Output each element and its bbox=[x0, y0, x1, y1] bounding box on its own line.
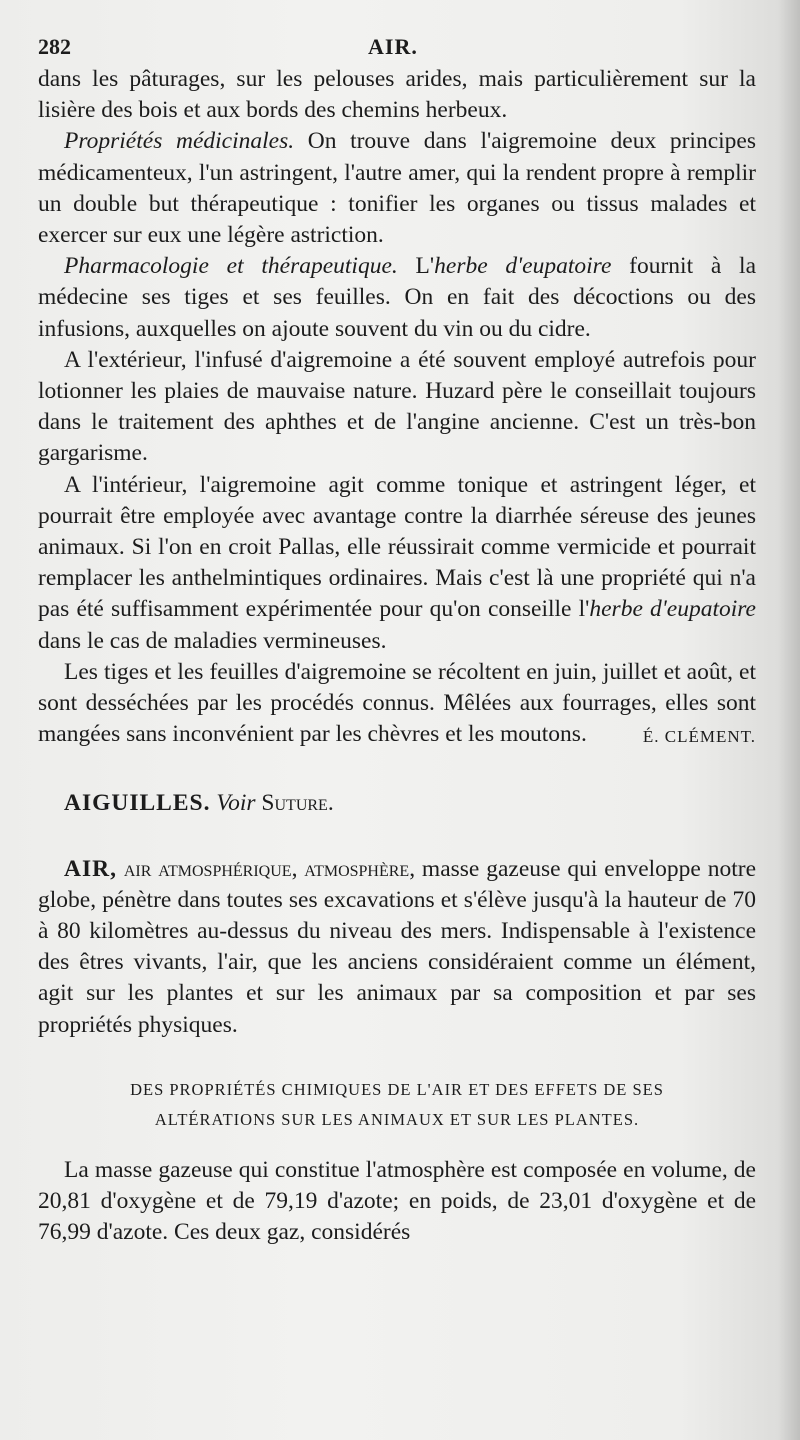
entry-air bbox=[38, 854, 756, 1041]
pharmacology-text-2: fournit à la médecine ses tiges et ses feuilles. On en fait des décoctions ou des infusions, auxquelles on ajoute souvent du vin ou du cidre. bbox=[38, 253, 757, 342]
author-signature: É. CLÉMENT. bbox=[642, 727, 756, 747]
section-title bbox=[38, 1075, 756, 1135]
entry-aiguilles bbox=[38, 788, 756, 819]
medicinal-text: On trouve dans l'aigremoine deux principes médicamenteux, l'un astringent, l'autre amer, qui la rendent propre à remplir un double but thérapeutique : tonifier les organes ou tissus malades et exercer sur eux une légère astriction. bbox=[38, 128, 756, 249]
voir-label: Voir bbox=[216, 790, 256, 817]
internal-use-text-1: A l'intérieur, l'aigremoine agit comme tonique et astringent léger, et pourrait être employée avec avantage contre la diarrhée séreuse des jeunes animaux. Si l'on en croit Pallas, elle réussirait comme vermicide et pourrait remplacer les anthelmintiques ordinaires. Mais c'est là une propriété qui n'a pas été suffisamment expérimentée pour qu'on conseille l' bbox=[38, 471, 756, 623]
page-header bbox=[38, 0, 756, 64]
air-synonyms: air atmosphérique, atmosphère, bbox=[116, 855, 416, 882]
paragraph-pharmacology bbox=[38, 251, 756, 345]
paragraph-medicinal-properties bbox=[38, 126, 756, 251]
paragraph-external-use: A l'extérieur, l'infusé d'aigremoine a été souvent employé autrefois pour lotionner les plaies de mauvaise nature. Huzard père le conseillait toujours dans le traitement des aphthes et de l'angine ancienne. C'est un très-bon gargarisme. bbox=[38, 346, 756, 467]
headword-aiguilles: AIGUILLES. bbox=[64, 790, 211, 817]
section-label-medicinal: Propriétés médicinales. bbox=[64, 128, 295, 155]
internal-use-text-2: dans le cas de maladies vermineuses. bbox=[38, 627, 387, 654]
section-title-line-1: DES PROPRIÉTÉS CHIMIQUES DE L'AIR ET DES EFFETS DE SES bbox=[130, 1079, 664, 1099]
running-head: AIR. bbox=[368, 34, 418, 59]
term-herbe-eupatoire-2: herbe d'eupatoire bbox=[589, 596, 756, 623]
headword-air: AIR, bbox=[64, 855, 117, 882]
cross-reference-suture: Suture. bbox=[261, 790, 334, 817]
harvest-text: Les tiges et les feuilles d'aigremoine se récoltent en juin, juillet et août, et sont desséchées par les procédés connus. Mêlées aux fourrages, elles sont mangées sans inconvénient par les chèvres et les moutons. bbox=[38, 658, 756, 748]
main-text bbox=[38, 64, 756, 1249]
page-edge-shadow bbox=[778, 0, 800, 1440]
paragraph-harvest bbox=[38, 657, 756, 753]
pharmacology-text-1: L' bbox=[397, 253, 435, 280]
page-number: 282 bbox=[38, 34, 71, 59]
paragraph-air-composition: La masse gazeuse qui constitue l'atmosphère est composée en volume, de 20,81 d'oxygène et de 79,19 d'azote; en poids, de 23,01 d'oxygène et de 76,99 d'azote. Ces deux gaz, considérés bbox=[38, 1156, 756, 1246]
term-herbe-eupatoire: herbe d'eupatoire bbox=[434, 253, 612, 280]
air-definition: masse gazeuse qui enveloppe notre globe, pénètre dans toutes ses excavations et s'élève jusqu'à la hauteur de 70 à 80 kilomètres au-dessus du niveau des mers. Indispensable à l'existence des êtres vivants, l'air, que les anciens considéraient comme un élément, agit sur les plantes et sur les animaux par sa composition et par ses propriétés physiques. bbox=[38, 855, 756, 1038]
section-title-line-2: ALTÉRATIONS SUR LES ANIMAUX ET SUR LES PLANTES. bbox=[154, 1109, 640, 1129]
paragraph-habitat: dans les pâturages, sur les pelouses arides, mais particulièrement sur la lisière des bois et aux bords des chemins herbeux. bbox=[38, 66, 756, 124]
paragraph-internal-use bbox=[38, 470, 756, 657]
section-label-pharmacology: Pharmacologie et thérapeutique. bbox=[64, 253, 398, 280]
